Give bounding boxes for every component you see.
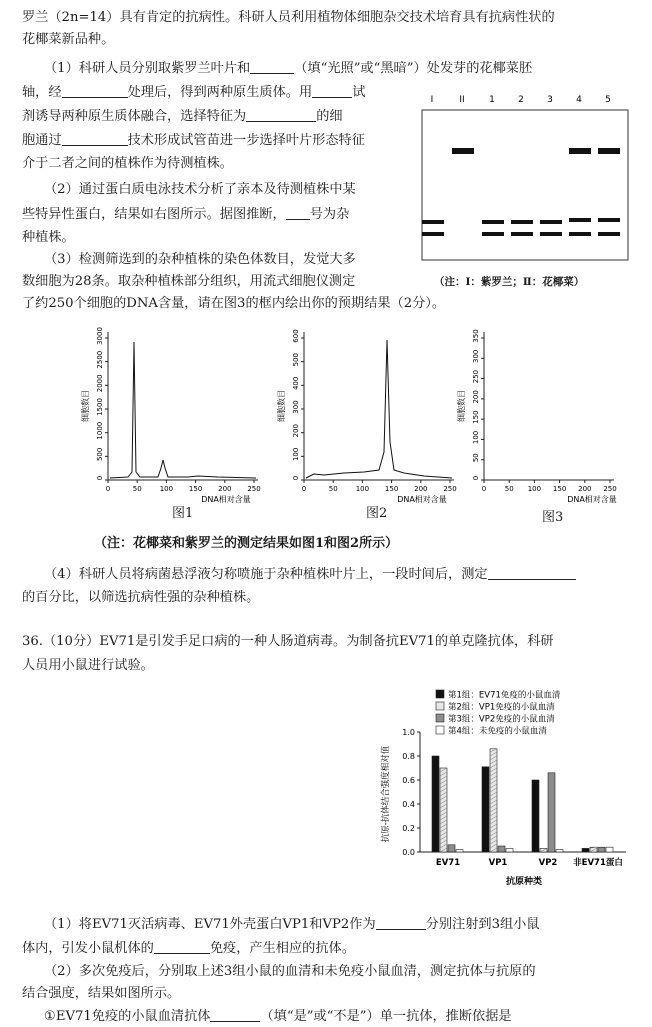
legend-label: 第1组：EV71免疫的小鼠血清 (448, 690, 561, 701)
x-tick-label: 150 (384, 485, 399, 493)
x-tick-label: 100 (355, 485, 370, 493)
x-tick-label: 0 (105, 485, 111, 493)
gel-band (482, 232, 504, 236)
y-tick-label: 50 (472, 453, 480, 463)
flow-charts (80, 322, 620, 522)
gel-lane-label: II (459, 95, 465, 105)
answer-blank[interactable] (286, 206, 310, 220)
x-tick-label: 250 (443, 485, 457, 493)
gel-band (452, 148, 474, 154)
q35-p3-line2: 数细胞为28条。取杂种植株部分组织，用流式细胞仪测定 (22, 274, 356, 289)
bar-category-label: 非EV71蛋白 (573, 858, 623, 868)
q35-p1-line5: 介于二者之间的植株作为待测植株。 (22, 156, 233, 171)
x-tick-label: 50 (504, 485, 514, 493)
y-tick-label: 100 (472, 430, 480, 445)
fig3-ylabel: 细胞数目 (457, 390, 466, 422)
answer-blank[interactable] (62, 132, 128, 146)
bar (456, 850, 463, 852)
legend-swatch (436, 702, 444, 710)
y-tick-label: 400 (292, 376, 300, 391)
fig1-histogram-line (110, 342, 256, 478)
fig2-ylabel: 细胞数目 (277, 390, 286, 422)
bar-y-tick-label: 0.8 (402, 752, 415, 761)
x-tick-label: 50 (328, 485, 338, 493)
answer-blank[interactable] (210, 1008, 260, 1022)
bar-y-tick-label: 0.2 (402, 824, 415, 833)
y-tick-label: 3000 (96, 327, 104, 345)
bar-chart-svg (376, 684, 636, 888)
x-tick-label: 200 (414, 485, 428, 493)
gel-lane-label: 1 (489, 95, 495, 105)
x-tick-label: 100 (527, 485, 542, 493)
bar-category-label: EV71 (435, 858, 461, 868)
fig1-chart (80, 327, 261, 504)
q36-p1-line2: 体内，引发小鼠机体的 免疫，产生相应的抗体。 (22, 941, 355, 956)
y-tick-label: 300 (472, 349, 480, 363)
bar-chart-xlabel: 抗原种类 (505, 877, 543, 887)
y-tick-label: 0 (292, 475, 300, 481)
fig2-xlabel: DNA相对含量 (397, 495, 447, 504)
antibody-bar-chart (376, 684, 636, 888)
y-tick-label: 150 (472, 410, 480, 424)
x-tick-label: 200 (218, 485, 232, 493)
y-tick-label: 0 (96, 475, 104, 481)
q35-p4-line2: 的百分比，以筛选抗病性强的杂种植株。 (22, 590, 260, 605)
legend-swatch (436, 726, 444, 734)
y-tick-label: 350 (472, 329, 480, 343)
fig2-histogram-line (306, 340, 452, 478)
gel-band (598, 148, 620, 154)
fig1-title: 图1 (172, 506, 194, 521)
gel-figure (420, 94, 632, 270)
fig1-xlabel: DNA相对含量 (201, 495, 251, 504)
y-tick-label: 1000 (96, 421, 104, 440)
q36-p1-line1: （1）将EV71灭活病毒、EV71外壳蛋白VP1和VP2作为 分别注射到3组小鼠 (44, 917, 540, 932)
fig3-title: 图3 (542, 510, 564, 525)
gel-lane-label: 4 (576, 95, 582, 105)
legend-label: 第3组：VP2免疫的小鼠血清 (448, 714, 555, 725)
bar (598, 847, 605, 852)
y-tick-label: 0 (472, 475, 480, 481)
answer-blank[interactable] (62, 84, 128, 98)
y-tick-label: 500 (96, 447, 104, 462)
q36-p3-line1: ①EV71免疫的小鼠血清抗体 （填“是”或“不是”）单一抗体，推断依据是 (44, 1009, 512, 1024)
gel-svg (420, 94, 632, 270)
y-tick-label: 200 (292, 423, 300, 438)
q35-p1-line2: 轴，经 处理后，得到两种原生质体。用 试 (22, 85, 366, 100)
bar (482, 767, 489, 852)
legend-label: 第2组：VP1免疫的小鼠血清 (448, 702, 555, 713)
q35-p4-line1: （4）科研人员将病菌悬浮液匀称喷施于杂种植株叶片上，一段时间后，测定 (44, 566, 576, 583)
bar-y-tick-label: 0.6 (402, 776, 415, 785)
fig2-title: 图2 (366, 506, 388, 521)
legend-label: 第4组：未免疫的小鼠血清 (448, 726, 547, 737)
q35-p2-line2: 些特异性蛋白，结果如右图所示。据图推断， 号为杂 (22, 207, 350, 222)
x-tick-label: 200 (578, 485, 592, 493)
q35-intro-line2: 花椰菜新品种。 (22, 32, 115, 47)
x-tick-label: 150 (552, 485, 567, 493)
bar-category-label: VP2 (538, 858, 558, 868)
gel-lane-label: 2 (518, 95, 524, 105)
bar (548, 773, 555, 852)
gel-band (540, 220, 562, 224)
answer-blank[interactable] (488, 566, 576, 580)
q35-p1-line4: 胞通过 技术形成试管苗进一步选择叶片形态特征 (22, 133, 365, 148)
gel-frame (422, 110, 628, 260)
bar (606, 847, 613, 852)
bar (582, 848, 589, 852)
y-tick-label: 500 (292, 352, 300, 367)
gel-note: （注：Ⅰ：紫罗兰；Ⅱ：花椰菜） (434, 276, 585, 288)
q36-p2-line1: （2）多次免疫后，分别取上述3组小鼠的血清和未免疫小鼠血清，测定抗体与抗原的 (44, 964, 536, 979)
bar (556, 850, 563, 852)
y-tick-label: 600 (292, 329, 300, 343)
legend-swatch (436, 690, 444, 698)
gel-band (569, 232, 591, 236)
gel-band (569, 218, 591, 222)
y-tick-label: 300 (292, 400, 300, 414)
gel-band (422, 232, 444, 236)
answer-blank[interactable] (154, 940, 210, 954)
y-tick-label: 250 (472, 369, 480, 384)
q36-heading-line2: 人员用小鼠进行试验。 (22, 658, 154, 673)
bar (506, 848, 513, 852)
fig1-ylabel: 细胞数目 (81, 390, 90, 422)
q35-p1-line1: （1）科研人员分别取紫罗兰叶片和 （填“光照”或“黑暗”）处发芽的花椰菜胚 (44, 61, 533, 76)
x-tick-label: 150 (188, 485, 203, 493)
y-tick-label: 200 (472, 390, 480, 404)
q36-p2-line2: 结合强度，结果如图所示。 (22, 986, 181, 1001)
legend-swatch (436, 714, 444, 722)
q35-intro-line1: 罗兰（2n=14）具有肯定的抗病性。科研人员利用植物体细胞杂交技术培育具有抗病性状的 (22, 10, 555, 25)
bar-y-tick-label: 1.0 (402, 728, 415, 737)
x-tick-label: 250 (247, 485, 261, 493)
bar-chart-ylabel: 抗原-抗体结合强度相对值 (381, 745, 391, 843)
bar-y-tick-label: 0.4 (402, 800, 415, 809)
q35-p2-line1: （2）通过蛋白质电泳技术分析了亲本及待测植株中某 (44, 182, 356, 197)
bar-y-tick-label: 0.0 (402, 848, 415, 857)
flow-charts-svg (80, 322, 620, 522)
x-tick-label: 0 (481, 485, 487, 493)
answer-blank[interactable] (376, 916, 426, 930)
gel-lane-label: 3 (547, 95, 553, 105)
gel-lane-label: I (430, 95, 434, 105)
gel-band (482, 220, 504, 224)
gel-band (569, 148, 591, 154)
bar (448, 845, 455, 852)
bar (432, 756, 439, 852)
bar (532, 780, 539, 852)
gel-band (511, 220, 533, 224)
answer-blank[interactable] (246, 108, 316, 122)
answer-blank[interactable] (250, 60, 294, 74)
x-tick-label: 100 (159, 485, 174, 493)
gel-band (511, 232, 533, 236)
y-tick-label: 2000 (96, 374, 104, 393)
gel-band (422, 220, 444, 224)
q35-p3-line1: （3）检测筛选到的杂种植株的染色体数目，发觉大多 (44, 252, 356, 267)
y-tick-label: 2500 (96, 350, 104, 369)
q35-p3-line3: 了约250个细胞的DNA含量，请在图3的框内绘出你的预期结果（2分）。 (22, 296, 446, 311)
gel-band (598, 232, 620, 236)
x-tick-label: 50 (132, 485, 142, 493)
bar-category-label: VP1 (488, 858, 508, 868)
gel-lane-label: 5 (605, 95, 611, 105)
fig3-xlabel: DNA相对含量 (567, 495, 617, 504)
q35-p1-line3: 剂诱导两种原生质体融合，选择特征为 的细 (22, 109, 343, 124)
fig2-chart (276, 329, 457, 504)
y-tick-label: 100 (292, 447, 300, 462)
q35-p2-line3: 种植株。 (22, 230, 75, 245)
y-tick-label: 1500 (96, 398, 104, 416)
q36-heading: 36.（10分）EV71是引发手足口病的一种人肠道病毒。为制备抗EV71的单克隆抗体，科研 (22, 634, 554, 649)
gel-band (598, 218, 620, 222)
flow-note: （注：花椰菜和紫罗兰的测定结果如图1和图2所示） (94, 536, 399, 551)
gel-band (540, 232, 562, 236)
answer-blank[interactable] (312, 84, 352, 98)
x-tick-label: 0 (301, 485, 307, 493)
fig3-chart (456, 329, 617, 504)
bar (498, 846, 505, 852)
x-tick-label: 250 (603, 485, 617, 493)
